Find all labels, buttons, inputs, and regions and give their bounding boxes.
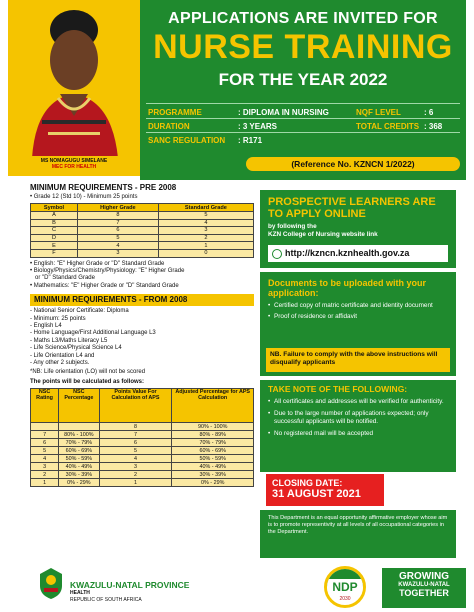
table-cell: 40% - 49%: [172, 463, 254, 471]
table-cell: 40% - 49%: [59, 463, 99, 471]
table-cell: A: [31, 212, 78, 220]
ndp-year: 2030: [339, 596, 351, 602]
requirement-item: - Minimum: 25 points: [30, 315, 86, 322]
ndp-text: NDP: [327, 579, 363, 595]
header-year: FOR THE YEAR 2022: [218, 70, 388, 89]
coat-of-arms-icon: [36, 566, 66, 600]
growing-line2: KWAZULU-NATAL: [398, 582, 450, 588]
requirement-note: or "D" Standard Grade: [30, 275, 95, 282]
table-cell: [59, 423, 99, 431]
table-row: [31, 439, 254, 447]
table-header: Points Value For Calculation of APS: [99, 389, 172, 423]
table-row: [31, 242, 254, 250]
requirement-item: - Home Language/First Additional Language L3: [30, 330, 156, 337]
table-cell: 4: [78, 242, 159, 250]
mec-photo: [8, 0, 140, 165]
table-header: Higher Grade: [78, 204, 159, 212]
requirement-item: - Any other 2 subjects.: [30, 360, 90, 367]
table-cell: 80% - 100%: [59, 431, 99, 439]
mec-role: MEC FOR HEALTH: [51, 164, 97, 170]
table-row: [31, 212, 254, 220]
table-cell: 30% - 39%: [59, 471, 99, 479]
table-cell: 8: [99, 423, 172, 431]
table-cell: 6: [78, 227, 159, 235]
growing-line1: GROWING: [399, 571, 449, 582]
website-url[interactable]: http://kzncn.kznhealth.gov.za: [285, 248, 410, 258]
reference-number: (Reference No. KZNCN 1/2022): [246, 157, 460, 171]
table-row: [31, 471, 254, 479]
table-cell: 5: [158, 212, 253, 220]
table-cell: 30% - 39%: [172, 471, 254, 479]
table-cell: F: [31, 249, 78, 257]
website-link[interactable]: [268, 245, 448, 262]
note-item: • No registered mail will be accepted: [266, 430, 450, 437]
table-cell: 3: [31, 463, 59, 471]
grade-requirement: • Grade 12 (Std 10) - Minimum 25 points: [30, 194, 138, 200]
duration-label: DURATION: [148, 122, 190, 131]
table-cell: 6: [31, 439, 59, 447]
ndp-logo: [324, 566, 366, 608]
duration-value: : 3 YEARS: [238, 122, 277, 131]
growing-line3: TOGETHER: [399, 588, 449, 598]
requirement-item: - English L4: [30, 323, 62, 329]
requirement-item: - Life Science/Physical Science L4: [30, 345, 122, 352]
take-note-title: TAKE NOTE OF THE FOLLOWING:: [268, 384, 408, 394]
table-header: NSC Percentage: [59, 389, 99, 423]
credits-label: TOTAL CREDITS: [356, 122, 420, 131]
mec-name: MS NOMAGUGU SIMELANE: [40, 158, 108, 164]
table-cell: 80% - 89%: [172, 431, 254, 439]
nqf-value: : 6: [424, 108, 434, 117]
table-row: [31, 219, 254, 227]
table-cell: 60% - 69%: [59, 447, 99, 455]
republic-name: REPUBLIC OF SOUTH AFRICA: [70, 597, 142, 603]
table-row: [31, 455, 254, 463]
globe-icon: [272, 249, 282, 259]
table-header: NSC Rating: [31, 389, 59, 423]
apply-sub2: KZN College of Nursing website link: [268, 231, 378, 238]
table-cell: 3: [78, 249, 159, 257]
calc-intro: The points will be calculated as follows:: [30, 378, 145, 385]
table-cell: 1: [99, 479, 172, 487]
requirements-column: [30, 182, 254, 487]
table-cell: 90% - 100%: [172, 423, 254, 431]
take-note-box: [260, 380, 456, 472]
table-cell: 0: [158, 249, 253, 257]
programme-value: : DIPLOMA IN NURSING: [238, 108, 329, 117]
header-banner: [140, 0, 466, 180]
table-cell: 3: [99, 463, 172, 471]
lo-note: *NB: Life orientation (LO) will not be scored: [30, 369, 146, 376]
table-cell: C: [31, 227, 78, 235]
from2008-title: MINIMUM REQUIREMENTS - FROM 2008: [30, 294, 254, 306]
table-header: Standard Grade: [158, 204, 253, 212]
growing-kzn-logo: [382, 568, 466, 608]
table-cell: 4: [158, 219, 253, 227]
table-cell: 5: [31, 447, 59, 455]
table-cell: 4: [99, 455, 172, 463]
requirement-item: - Maths L3/Maths Literacy L5: [30, 337, 108, 344]
closing-label: CLOSING DATE:: [272, 478, 343, 488]
requirement-item: - Life Orientation L4 and: [30, 352, 95, 359]
table-cell: 0% - 29%: [172, 479, 254, 487]
table-cell: 5: [78, 234, 159, 242]
note-item: • All certificates and addresses will be verified for authenticity.: [266, 398, 450, 405]
table-cell: 50% - 59%: [172, 455, 254, 463]
apply-online-title: PROSPECTIVE LEARNERS ARE TO APPLY ONLINE: [268, 196, 436, 220]
sanc-value: : R171: [238, 136, 263, 145]
table-cell: [31, 423, 59, 431]
header-line1: APPLICATIONS ARE INVITED FOR: [168, 10, 438, 27]
table-cell: D: [31, 234, 78, 242]
table-header: Symbol: [31, 204, 78, 212]
photo-caption: [8, 156, 140, 176]
nqf-label: NQF LEVEL: [356, 108, 401, 117]
table-cell: 7: [78, 219, 159, 227]
table-cell: 1: [158, 242, 253, 250]
table-cell: 6: [99, 439, 172, 447]
table-row: [31, 423, 254, 431]
closing-date: 31 AUGUST 2021: [272, 488, 361, 500]
table-row: [31, 234, 254, 242]
mec-portrait-image: [22, 8, 126, 158]
table-cell: 0% - 29%: [59, 479, 99, 487]
table-cell: 3: [158, 227, 253, 235]
sanc-label: SANC REGULATION: [148, 136, 226, 145]
note-item: • Due to the large number of applications expected; only successful applicants will be notified.: [266, 410, 450, 425]
department-name: HEALTH: [70, 590, 90, 596]
table-row: [31, 227, 254, 235]
table-cell: E: [31, 242, 78, 250]
table-row: [31, 249, 254, 257]
document-item: • Proof of residence or affidavit: [266, 313, 446, 320]
table-header: Adjusted Percentage for APS Calculation: [172, 389, 254, 423]
table-cell: 70% - 79%: [172, 439, 254, 447]
pre2008-title: MINIMUM REQUIREMENTS - PRE 2008: [30, 183, 177, 192]
table-cell: B: [31, 219, 78, 227]
equal-opportunity-text: This Department is an equal opportunity affirmative employer whose aim is to promote representivity at all levels of all occupational categories in the Department.: [268, 515, 448, 535]
divider: [146, 132, 460, 133]
table-cell: 7: [31, 431, 59, 439]
requirement-note: • Mathematics: "E" Higher Grade or "D" Standard Grade: [30, 282, 179, 289]
divider: [146, 118, 460, 119]
table-row: [31, 463, 254, 471]
documents-title: Documents to be uploaded with your application:: [268, 278, 427, 298]
table-cell: 4: [31, 455, 59, 463]
table-cell: 7: [99, 431, 172, 439]
requirement-note: • Biology/Physics/Chemistry/Physiology: "E" Higher Grade: [30, 267, 185, 274]
table-cell: 1: [31, 479, 59, 487]
table-cell: 50% - 59%: [59, 455, 99, 463]
table-row: [31, 479, 254, 487]
table-cell: 8: [78, 212, 159, 220]
table-cell: 2: [31, 471, 59, 479]
province-name: KWAZULU-NATAL PROVINCE: [70, 580, 190, 590]
footer: [8, 562, 466, 612]
pre2008-table: [30, 203, 254, 257]
requirement-item: - National Senior Certificate: Diploma: [30, 308, 129, 315]
apply-sub1: by following the: [268, 223, 317, 230]
table-cell: 2: [99, 471, 172, 479]
table-row: [31, 431, 254, 439]
requirement-note: • English: "E" Higher Grade or "D" Standard Grade: [30, 260, 165, 267]
credits-value: : 368: [424, 122, 443, 131]
programme-label: PROGRAMME: [148, 108, 202, 117]
apply-online-box: [260, 190, 456, 268]
header-title: NURSE TRAINING: [153, 28, 453, 66]
table-cell: 70% - 79%: [59, 439, 99, 447]
table-cell: 60% - 69%: [172, 447, 254, 455]
equal-opportunity-box: [260, 510, 456, 558]
aps-table: [30, 388, 254, 487]
table-cell: 2: [158, 234, 253, 242]
nb-warning: NB. Failure to comply with the above instructions will disqualify applicants: [266, 348, 450, 372]
divider: [146, 103, 460, 104]
table-cell: 5: [99, 447, 172, 455]
closing-date-box: [266, 474, 384, 506]
documents-box: [260, 272, 456, 376]
table-row: [31, 447, 254, 455]
document-item: • Certified copy of matric certificate and identity document: [266, 302, 446, 309]
